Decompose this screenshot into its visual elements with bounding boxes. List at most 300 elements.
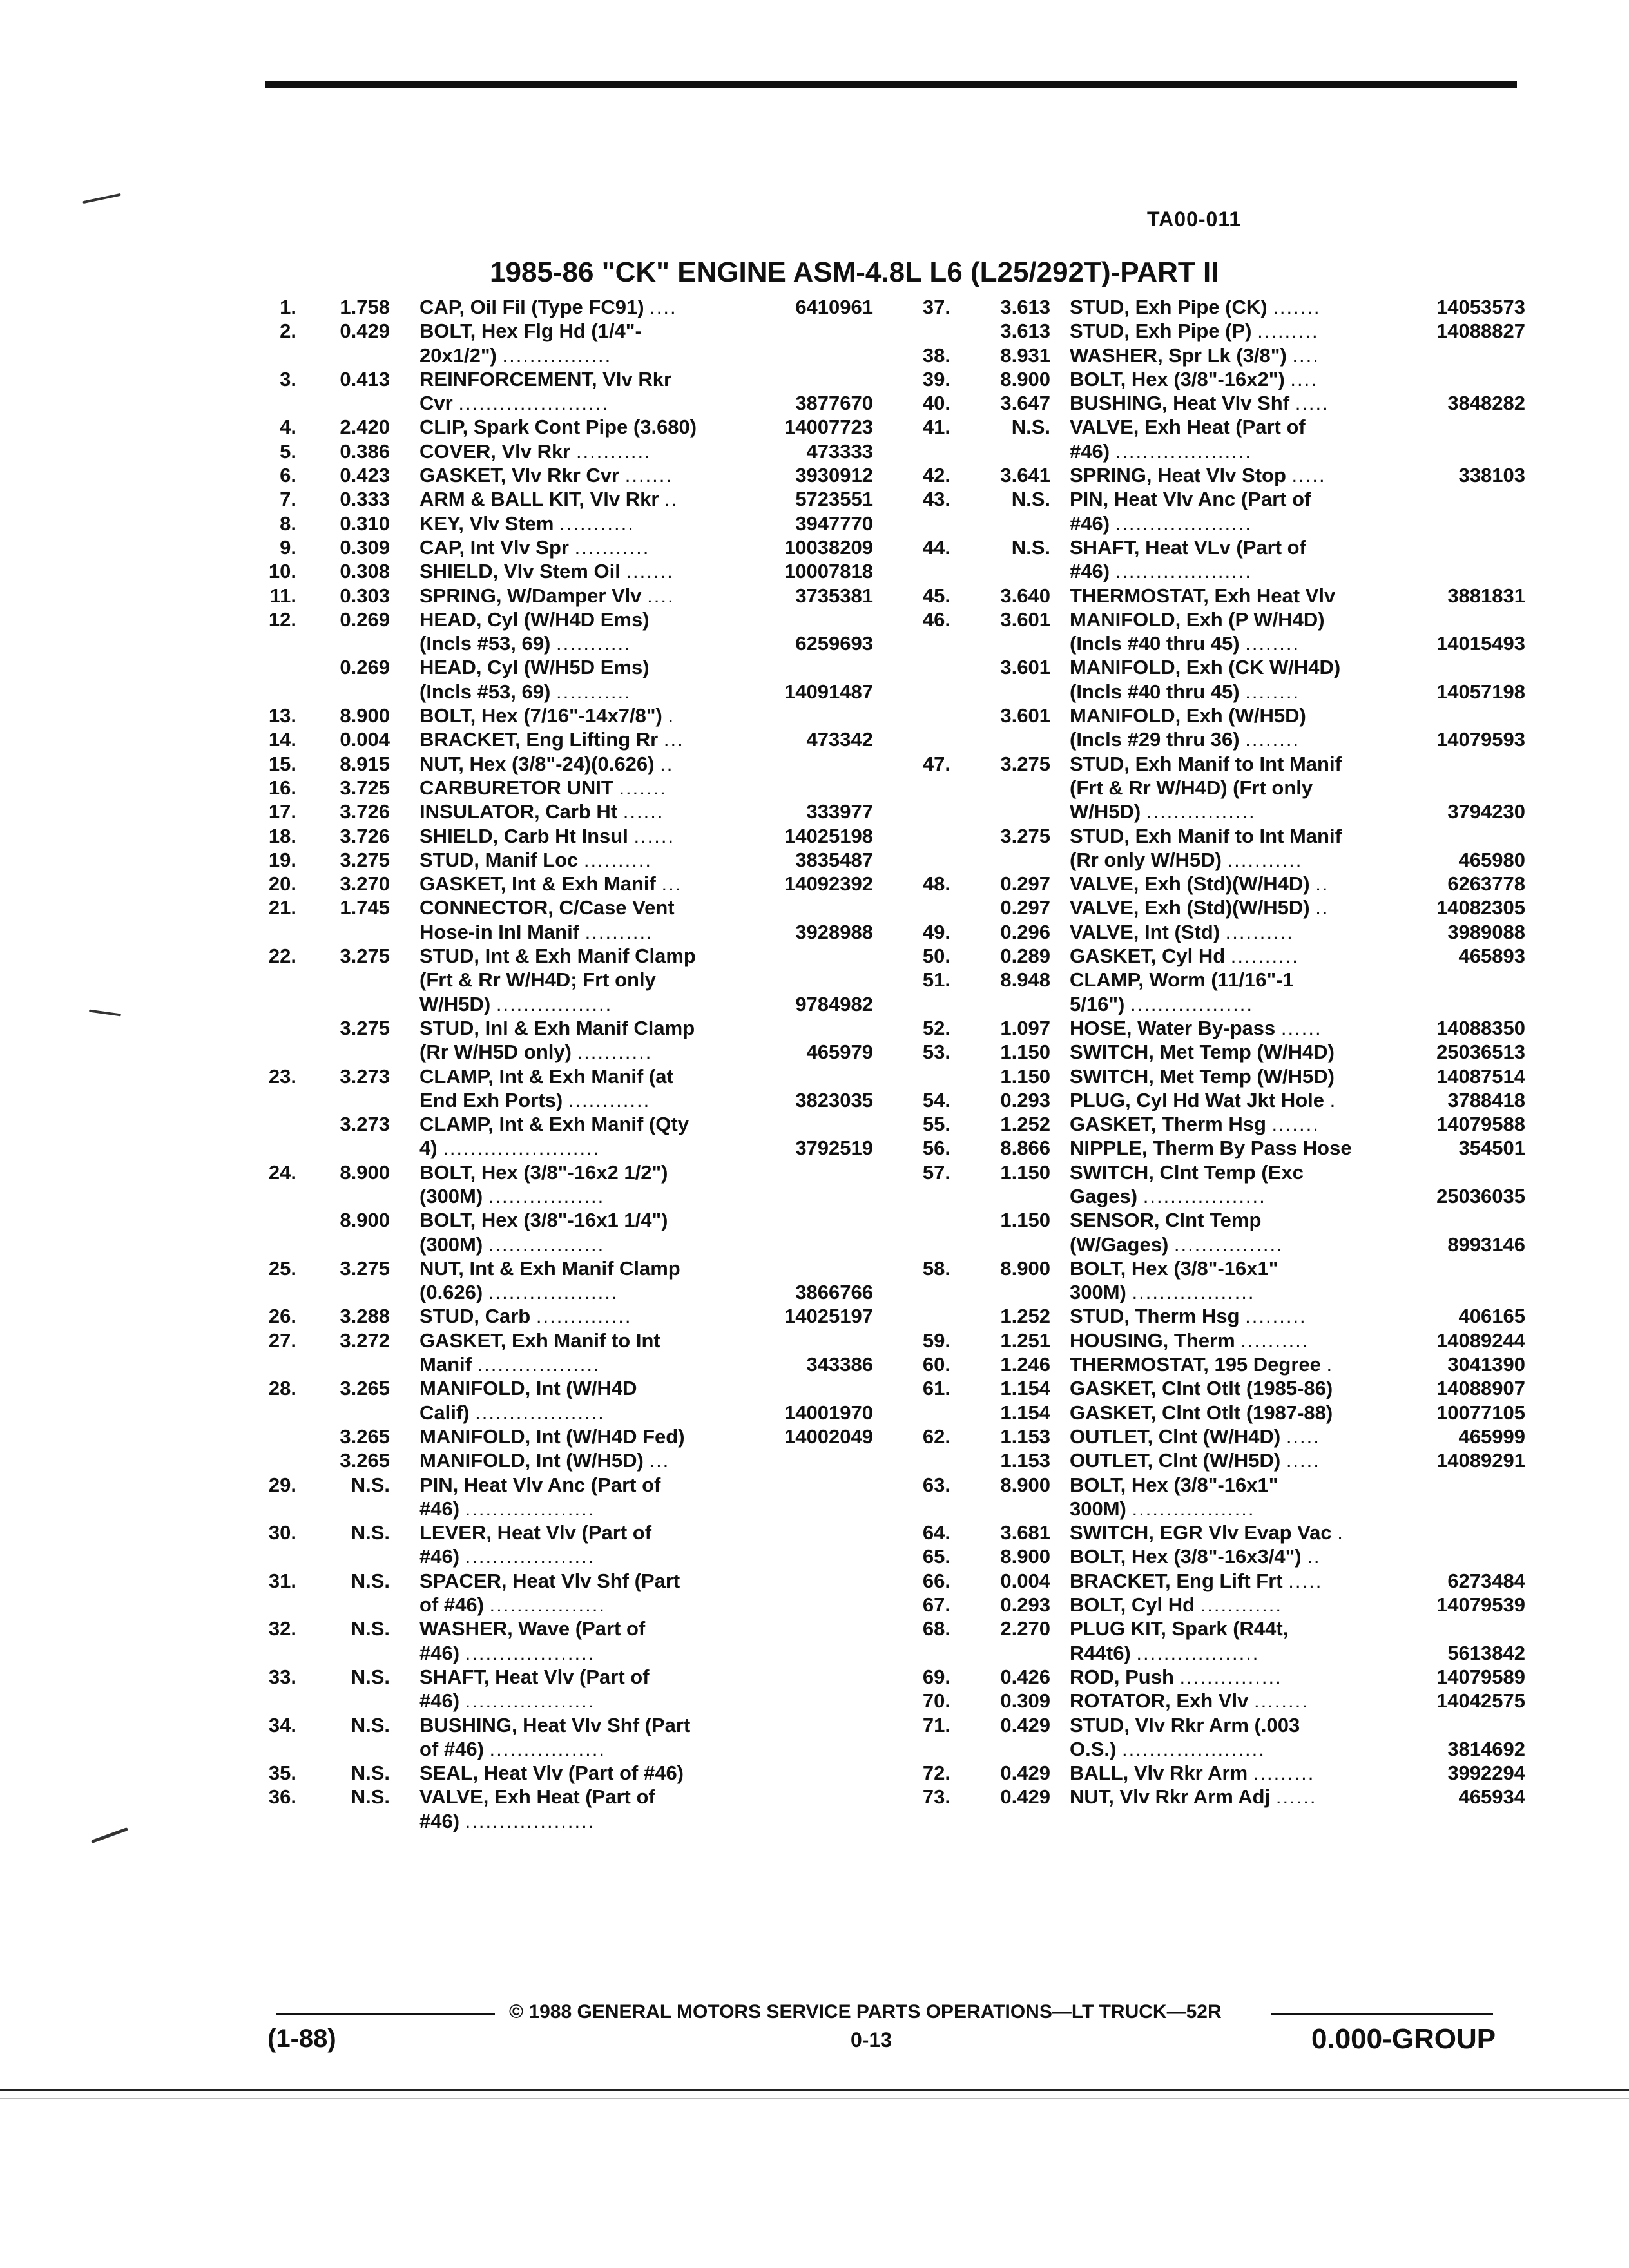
group-number: 1.150 [1000, 1064, 1050, 1088]
footer-date: (1-88) [267, 2024, 336, 2053]
part-description [419, 1233, 793, 1256]
leader-dots: ....... [1271, 1113, 1320, 1136]
part-number: 14091487 [784, 680, 873, 703]
part-row [255, 343, 863, 367]
item-number: 49. [922, 920, 950, 943]
leader-dots: .............. [535, 1305, 632, 1328]
group-number: 3.272 [340, 1329, 390, 1352]
part-number: 14082305 [1436, 896, 1525, 919]
leader-dots: ........ [1245, 728, 1300, 751]
part-row [255, 1665, 863, 1689]
group-number: 0.413 [340, 367, 390, 390]
part-description [1070, 992, 1463, 1016]
leader-dots: .......... [1240, 1329, 1309, 1352]
part-description [419, 1425, 793, 1448]
part-row [912, 487, 1524, 511]
part-description-text: VALVE, Exh Heat (Part of [419, 1785, 655, 1809]
item-number: 66. [922, 1569, 950, 1592]
leader-dots: ...... [633, 824, 675, 847]
group-number: 0.293 [1000, 1593, 1050, 1617]
part-row [912, 415, 1524, 439]
part-number: 3814692 [1447, 1737, 1525, 1760]
group-number: 8.931 [1000, 343, 1050, 367]
part-row [255, 920, 873, 944]
part-row [912, 439, 1524, 463]
part-description [1070, 1521, 1463, 1544]
item-number: 28. [268, 1377, 296, 1400]
item-number: 52. [922, 1016, 950, 1039]
part-number: 3947770 [795, 512, 873, 535]
part-description [419, 463, 793, 487]
part-description-text: End Exh Ports) [419, 1088, 563, 1111]
part-number: 465999 [1458, 1425, 1525, 1448]
part-description-text: CAP, Oil Fil (Type FC91) [419, 296, 644, 318]
part-description-text: MANIFOLD, Exh (CK W/H4D) [1070, 656, 1341, 679]
part-description-text: BOLT, Hex (3/8"-16x2 1/2") [419, 1160, 668, 1184]
part-description-text: #46) [419, 1497, 460, 1520]
leader-dots: . [1326, 1353, 1334, 1376]
part-row [912, 824, 1524, 848]
part-row [912, 295, 1524, 319]
part-row [255, 1544, 863, 1568]
group-number: 8.915 [340, 752, 390, 775]
part-description-text: STUD, Exh Pipe (P) [1070, 320, 1252, 343]
part-description-text: 300M) [1070, 1497, 1126, 1520]
part-number: 6410961 [795, 296, 873, 318]
part-row [912, 752, 1524, 776]
leader-dots: .................... [1115, 560, 1252, 583]
leader-dots: ...... [622, 800, 664, 823]
part-description-text: STUD, Int & Exh Manif Clamp [419, 945, 696, 968]
leader-dots: . [668, 704, 675, 727]
part-description-text: WASHER, Wave (Part of [419, 1617, 646, 1640]
leader-dots: ................. [489, 1737, 606, 1760]
part-row [255, 1761, 863, 1785]
part-row [255, 1233, 863, 1256]
part-number: 14089291 [1436, 1449, 1525, 1472]
part-description [419, 391, 793, 415]
part-description [419, 1280, 793, 1304]
leader-dots: .................. [1132, 1281, 1255, 1304]
group-number: 3.265 [340, 1425, 390, 1448]
leader-dots: ........ [1245, 680, 1300, 703]
leader-dots: ................... [465, 1545, 595, 1568]
part-row [912, 1256, 1524, 1280]
group-number: 3.275 [340, 848, 390, 871]
part-number: 14089244 [1436, 1329, 1525, 1352]
item-number: 42. [922, 464, 950, 487]
part-row [255, 824, 873, 848]
leader-dots: .................. [1130, 992, 1254, 1015]
part-description [1070, 1208, 1463, 1232]
part-number: 10007818 [784, 560, 873, 583]
part-description [1070, 535, 1463, 559]
leader-dots: .................. [1142, 1184, 1266, 1207]
item-number: 3. [280, 367, 296, 390]
bottom-rule-shadow [0, 2098, 1629, 2099]
part-description [419, 1448, 793, 1472]
group-number: 3.726 [340, 800, 390, 823]
item-number: 72. [922, 1762, 950, 1785]
part-description-text: SPRING, W/Damper Vlv [419, 584, 642, 607]
part-description-text: GASKET, Exh Manif to Int [419, 1329, 660, 1352]
leader-dots: ................... [465, 1809, 595, 1832]
group-number: 0.309 [340, 535, 390, 559]
part-row [255, 872, 873, 896]
part-description-text: CLAMP, Worm (11/16"-1 [1070, 968, 1294, 992]
item-number: 2. [280, 320, 296, 343]
leader-dots: ..... [1286, 1449, 1320, 1472]
group-number: N.S. [351, 1665, 390, 1688]
item-number: 58. [922, 1256, 950, 1280]
item-number: 5. [280, 439, 296, 463]
part-description [1070, 1617, 1463, 1640]
part-number: 3989088 [1447, 920, 1525, 943]
part-number: 5723551 [795, 488, 873, 511]
part-description-text: SWITCH, Met Temp (W/H5D) [1070, 1064, 1335, 1088]
part-number: 14079588 [1436, 1113, 1525, 1136]
leader-dots: ................... [465, 1689, 595, 1713]
item-number: 15. [268, 752, 296, 775]
footer-copyright: © 1988 GENERAL MOTORS SERVICE PARTS OPERATIONS—LT TRUCK—52R [509, 2001, 1222, 2023]
part-description-text: VALVE, Exh Heat (Part of [1070, 416, 1306, 439]
leader-dots: ......... [1253, 1762, 1315, 1785]
part-number: 14079539 [1436, 1593, 1525, 1617]
group-number: 0.269 [340, 656, 390, 679]
part-row [912, 1233, 1524, 1256]
part-description-text: THERMOSTAT, 195 Degree [1070, 1353, 1321, 1376]
part-row [912, 968, 1524, 992]
part-description-text: (Incls #29 thru 36) [1070, 728, 1240, 751]
part-description [419, 1569, 793, 1593]
part-row [255, 752, 863, 776]
part-number: 406165 [1458, 1305, 1525, 1328]
part-number: 333977 [806, 800, 873, 823]
group-number: 3.275 [340, 945, 390, 968]
part-description [419, 776, 793, 800]
part-description-text: MANIFOLD, Exh (P W/H4D) [1070, 608, 1325, 631]
group-number: 3.641 [1000, 464, 1050, 487]
part-row [255, 1208, 863, 1232]
part-number: 354501 [1458, 1137, 1525, 1160]
group-number: N.S. [351, 1762, 390, 1785]
part-number: 6273484 [1447, 1569, 1525, 1592]
item-number: 39. [922, 367, 950, 390]
group-number: 8.900 [1000, 1256, 1050, 1280]
group-number: 0.297 [1000, 872, 1050, 896]
leader-dots: ........... [574, 535, 650, 559]
part-number: 6263778 [1447, 872, 1525, 896]
part-description-text: BRACKET, Eng Lifting Rr [419, 728, 659, 751]
part-row [255, 1304, 873, 1328]
leader-dots: .................... [1115, 512, 1252, 535]
item-number: 44. [922, 535, 950, 559]
item-number: 73. [922, 1785, 950, 1809]
part-description-text: SWITCH, Met Temp (W/H4D) [1070, 1041, 1335, 1064]
part-description [1070, 752, 1463, 776]
item-number: 18. [268, 824, 296, 847]
part-row [912, 1448, 1524, 1472]
part-description-text: MANIFOLD, Int (W/H4D [419, 1377, 637, 1400]
part-description [419, 415, 793, 439]
part-number: 14088350 [1436, 1016, 1525, 1039]
part-row [255, 1376, 863, 1400]
part-description-text: #46) [1070, 560, 1110, 583]
group-number: 0.429 [1000, 1785, 1050, 1809]
part-description [1070, 608, 1463, 631]
part-row [912, 1761, 1524, 1785]
group-number: 3.270 [340, 872, 390, 896]
part-row [255, 1569, 863, 1593]
leader-dots: ................ [1146, 800, 1256, 823]
part-number: 465934 [1458, 1785, 1525, 1809]
item-number: 35. [268, 1762, 296, 1785]
part-description-text: #46) [419, 1689, 460, 1713]
part-number: 3823035 [795, 1088, 873, 1111]
part-description-text: CARBURETOR UNIT [419, 776, 613, 799]
part-row [255, 1497, 863, 1521]
part-description [419, 1544, 793, 1568]
item-number: 33. [268, 1665, 296, 1688]
part-description [419, 968, 793, 992]
part-number: 14053573 [1436, 296, 1525, 318]
part-number: 465979 [806, 1041, 873, 1064]
part-description-text: HEAD, Cyl (W/H5D Ems) [419, 656, 650, 679]
part-description [419, 655, 793, 679]
leader-dots: .................. [1132, 1497, 1255, 1520]
item-number: 25. [268, 1256, 296, 1280]
group-number: 8.866 [1000, 1137, 1050, 1160]
leader-dots: .................. [477, 1353, 601, 1376]
leader-dots: ................... [475, 1401, 605, 1424]
group-number: 1.154 [1000, 1401, 1050, 1424]
part-number: 3881831 [1447, 584, 1525, 607]
part-description [419, 1352, 793, 1376]
item-number: 4. [280, 416, 296, 439]
part-description-text: OUTLET, Clnt (W/H4D) [1070, 1425, 1281, 1448]
part-number: 14007723 [784, 416, 873, 439]
part-description-text: LEVER, Heat Vlv (Part of [419, 1521, 652, 1544]
part-number: 3788418 [1447, 1088, 1525, 1111]
group-number: N.S. [351, 1473, 390, 1496]
item-number: 50. [922, 945, 950, 968]
part-row [255, 1425, 873, 1448]
part-description-text: VALVE, Int (Std) [1070, 920, 1220, 943]
part-row [255, 1809, 863, 1833]
item-number: 24. [268, 1160, 296, 1184]
part-number: 3848282 [1447, 392, 1525, 415]
leader-dots: ....... [626, 560, 674, 583]
part-row [912, 1425, 1524, 1448]
leader-dots: . [1337, 1521, 1344, 1544]
part-row [912, 655, 1524, 679]
part-description-text: (Frt & Rr W/H4D; Frt only [419, 968, 656, 992]
part-description-text: SWITCH, EGR Vlv Evap Vac [1070, 1521, 1332, 1544]
leader-dots: ........... [1227, 848, 1303, 871]
part-description-text: Hose-in Inl Manif [419, 920, 579, 943]
leader-dots: .... [1292, 343, 1320, 367]
part-description-text: HOSE, Water By-pass [1070, 1016, 1276, 1039]
part-description-text: (Frt & Rr W/H4D) (Frt only [1070, 776, 1313, 799]
part-description [1070, 1713, 1463, 1737]
part-description [1070, 776, 1463, 800]
top-rule [265, 81, 1517, 88]
parts-list-right-column [912, 295, 1524, 1809]
part-number: 3992294 [1447, 1762, 1525, 1785]
footer-rule-right [1271, 2013, 1493, 2015]
group-number: N.S. [1011, 488, 1050, 511]
part-row [912, 1040, 1524, 1064]
group-number: 1.246 [1000, 1353, 1050, 1376]
leader-dots: ...................... [458, 392, 609, 415]
part-description-text: CONNECTOR, C/Case Vent [419, 896, 675, 919]
part-description-text: NIPPLE, Therm By Pass Hose [1070, 1137, 1352, 1160]
part-description-text: 20x1/2") [419, 343, 497, 367]
leader-dots: .... [647, 584, 675, 607]
page-title: 1985-86 "CK" ENGINE ASM-4.8L L6 (L25/292T)-PART II [490, 256, 1219, 288]
part-number: 14025198 [784, 824, 873, 847]
leader-dots: ....... [624, 464, 673, 487]
part-description-text: SHIELD, Vlv Stem Oil [419, 560, 621, 583]
group-number: 8.900 [340, 1160, 390, 1184]
part-description [419, 848, 793, 872]
group-number: 3.265 [340, 1377, 390, 1400]
part-number: 465980 [1458, 848, 1525, 871]
part-description-text: CLAMP, Int & Exh Manif (Qty [419, 1113, 689, 1136]
leader-dots: .................. [1136, 1641, 1260, 1664]
part-description [419, 896, 793, 919]
part-row [255, 968, 863, 992]
group-number: 0.004 [1000, 1569, 1050, 1592]
item-number: 60. [922, 1353, 950, 1376]
leader-dots: ........... [559, 512, 635, 535]
leader-dots: ............ [1200, 1593, 1283, 1617]
part-description-text: Gages) [1070, 1184, 1138, 1207]
part-description-text: BOLT, Cyl Hd [1070, 1593, 1195, 1617]
part-row [255, 1016, 863, 1040]
part-row [255, 1088, 873, 1112]
part-description [419, 1665, 793, 1689]
item-number: 55. [922, 1113, 950, 1136]
group-number: 8.900 [1000, 1473, 1050, 1496]
group-number: 1.252 [1000, 1305, 1050, 1328]
part-description-text: STUD, Exh Pipe (CK) [1070, 296, 1268, 318]
item-number: 68. [922, 1617, 950, 1640]
group-number: N.S. [351, 1569, 390, 1592]
part-number: 6259693 [795, 632, 873, 655]
item-number: 38. [922, 343, 950, 367]
group-number: 0.308 [340, 560, 390, 583]
leader-dots: ................ [502, 343, 612, 367]
part-row [255, 1641, 863, 1665]
part-row [255, 1256, 863, 1280]
part-row [255, 319, 863, 343]
item-number: 8. [280, 512, 296, 535]
part-description-text: INSULATOR, Carb Ht [419, 800, 618, 823]
part-row [912, 872, 1524, 896]
group-number: 0.269 [340, 608, 390, 631]
group-number: 1.153 [1000, 1425, 1050, 1448]
part-description [419, 319, 793, 343]
document-id: TA00-011 [1147, 207, 1242, 231]
part-description [419, 704, 793, 727]
leader-dots: ......... [1257, 320, 1319, 343]
part-row [255, 1064, 863, 1088]
part-number: 3792519 [795, 1137, 873, 1160]
group-number: 2.420 [340, 416, 390, 439]
group-number: 3.601 [1000, 656, 1050, 679]
part-description [1070, 1473, 1463, 1497]
part-row [255, 1785, 863, 1809]
part-description-text: SENSOR, Clnt Temp [1070, 1209, 1262, 1232]
part-row [255, 992, 873, 1016]
part-number: 473342 [806, 728, 873, 751]
part-number: 14025197 [784, 1305, 873, 1328]
part-description [419, 1593, 793, 1617]
group-number: 3.726 [340, 824, 390, 847]
part-row [912, 1184, 1524, 1208]
group-number: N.S. [351, 1521, 390, 1544]
group-number: 8.900 [340, 1209, 390, 1232]
item-number: 64. [922, 1521, 950, 1544]
leader-dots: .. [1315, 896, 1329, 919]
leader-dots: .......... [584, 920, 653, 943]
part-row [255, 1352, 873, 1376]
group-number: 1.097 [1000, 1016, 1050, 1039]
footer-group: 0.000-GROUP [1311, 2023, 1496, 2055]
part-description-text: Cvr [419, 392, 453, 415]
part-description [419, 1809, 793, 1833]
part-row [912, 1352, 1524, 1376]
leader-dots: .. [664, 488, 679, 511]
group-number: 0.293 [1000, 1088, 1050, 1111]
part-description-text: SHAFT, Heat VLv (Part of [1070, 535, 1306, 559]
item-number: 29. [268, 1473, 296, 1496]
leader-dots: ...... [1275, 1785, 1317, 1809]
group-number: 3.275 [1000, 752, 1050, 775]
leader-dots: . [1329, 1088, 1337, 1111]
group-number: 0.303 [340, 584, 390, 607]
part-row [912, 1208, 1524, 1232]
part-description [1070, 559, 1463, 583]
part-description-text: ROTATOR, Exh Vlv [1070, 1689, 1249, 1713]
group-number: 1.251 [1000, 1329, 1050, 1352]
part-number: 14087514 [1436, 1064, 1525, 1088]
part-row [912, 1689, 1524, 1713]
item-number: 67. [922, 1593, 950, 1617]
part-description-text: HEAD, Cyl (W/H4D Ems) [419, 608, 650, 631]
part-description-text: GASKET, Therm Hsg [1070, 1113, 1266, 1136]
part-row [255, 1112, 863, 1136]
part-description-text: BOLT, Hex (3/8"-16x1" [1070, 1473, 1278, 1496]
item-number: 54. [922, 1088, 950, 1111]
part-description [419, 1088, 793, 1112]
part-description-text: (Incls #53, 69) [419, 680, 551, 703]
group-number: 2.270 [1000, 1617, 1050, 1640]
part-row [912, 1088, 1524, 1112]
group-number: 0.386 [340, 439, 390, 463]
part-description [419, 1713, 793, 1737]
item-number: 59. [922, 1329, 950, 1352]
part-number: 473333 [806, 439, 873, 463]
leader-dots: ................... [465, 1641, 595, 1664]
item-number: 47. [922, 752, 950, 775]
part-row [912, 1280, 1524, 1304]
part-row [255, 1184, 863, 1208]
item-number: 13. [268, 704, 296, 727]
leader-dots: ... [661, 872, 682, 896]
part-description [419, 1208, 793, 1232]
